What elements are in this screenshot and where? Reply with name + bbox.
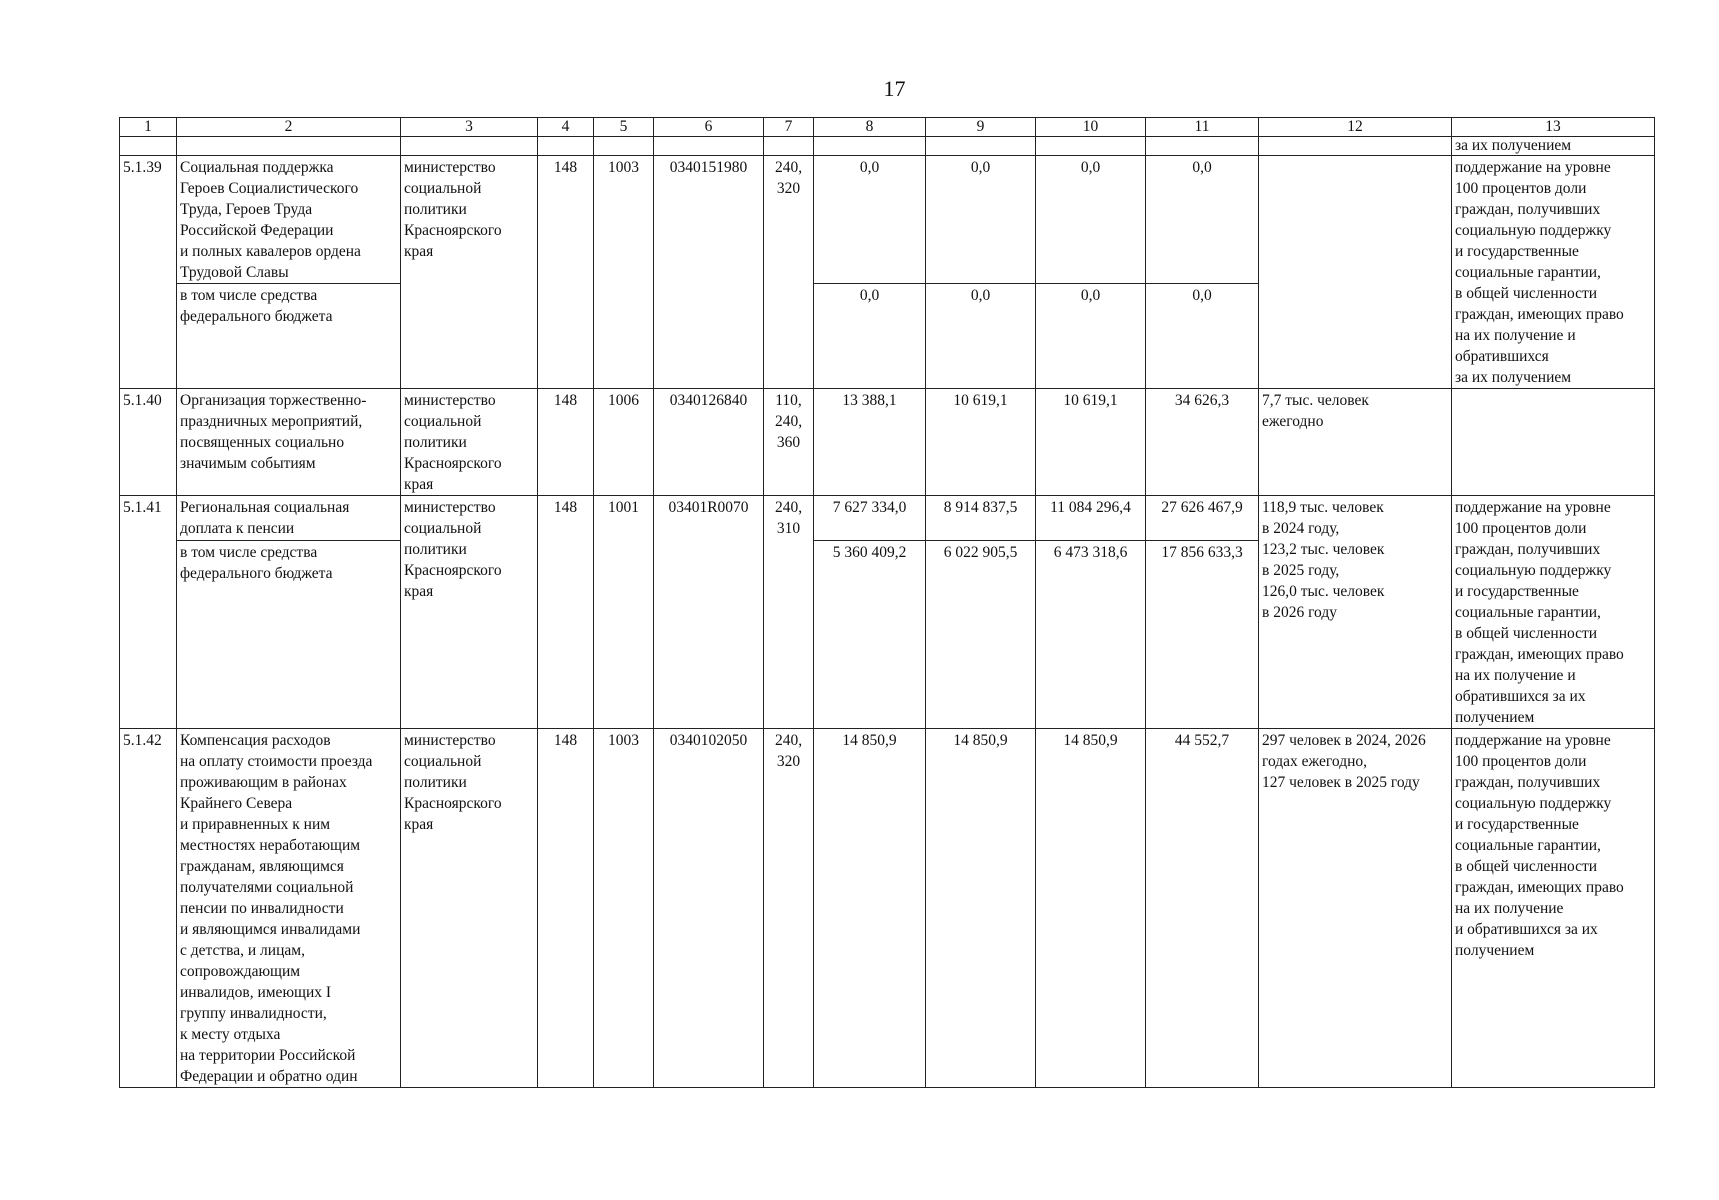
federal-2025: 6 022 905,5 bbox=[926, 540, 1036, 728]
header-cell: 5 bbox=[594, 118, 654, 137]
code-grbs: 148 bbox=[538, 729, 594, 1088]
amount-2024: 14 850,9 bbox=[814, 729, 926, 1088]
header-cell: 8 bbox=[814, 118, 926, 137]
measure-name: Компенсация расходов на оплату стоимости проезда проживающим в районах Крайнего Севера и приравненных к ним местностях неработающим гражданам, являющимся получателями социальной пенсии по инвалидности и являющимся инвалидами с детства, и лицам, сопровождающим инвалидов, имеющих I группу инвалидности, к месту отдыха на территории Российской Федерации и обратно один bbox=[177, 729, 401, 1088]
expected-result: 297 человек в 2024, 2026 годах ежегодно, 127 человек в 2025 году bbox=[1259, 729, 1452, 1088]
amount-2024: 13 388,1 bbox=[814, 389, 926, 496]
target-indicator: поддержание на уровне 100 процентов доли граждан, получивших социальную поддержку и государственные социальные гарантии, в общей численности граждан, имеющих право на их получение и обратившихся за их получением bbox=[1452, 729, 1655, 1088]
amount-2026: 10 619,1 bbox=[1036, 389, 1146, 496]
header-cell: 9 bbox=[926, 118, 1036, 137]
header-cell: 3 bbox=[401, 118, 538, 137]
measure-name: Социальная поддержка Героев Социалистического Труда, Героев Труда Российской Федерации и полных кавалеров ордена Трудовой Славы bbox=[177, 156, 401, 284]
table-row bbox=[120, 156, 1655, 284]
code-vr: 110, 240, 360 bbox=[764, 389, 814, 496]
continuation-text: за их получением bbox=[1452, 137, 1655, 156]
table-row bbox=[120, 496, 1655, 541]
header-cell: 4 bbox=[538, 118, 594, 137]
target-indicator: поддержание на уровне 100 процентов доли граждан, получивших социальную поддержку и государственные социальные гарантии, в общей численности граждан, имеющих право на их получение и обратившихся за их получением bbox=[1452, 156, 1655, 389]
expected-result: 118,9 тыс. человек в 2024 году, 123,2 тыс. человек в 2025 году, 126,0 тыс. человек в 2026 году bbox=[1259, 496, 1452, 729]
expected-result bbox=[1259, 156, 1452, 389]
code-vr: 240, 310 bbox=[764, 496, 814, 729]
row-number: 5.1.40 bbox=[120, 389, 177, 496]
expected-result: 7,7 тыс. человек ежегодно bbox=[1259, 389, 1452, 496]
amount-2024: 0,0 bbox=[814, 156, 926, 284]
code-csr: 0340126840 bbox=[654, 389, 764, 496]
target-indicator bbox=[1452, 389, 1655, 496]
row-number: 5.1.42 bbox=[120, 729, 177, 1088]
header-cell: 2 bbox=[177, 118, 401, 137]
header-cell: 1 bbox=[120, 118, 177, 137]
code-csr: 03401R0070 bbox=[654, 496, 764, 729]
executor: министерство социальной политики Красноярского края bbox=[401, 156, 538, 389]
amount-2025: 0,0 bbox=[926, 156, 1036, 284]
code-grbs: 148 bbox=[538, 156, 594, 389]
federal-2024: 5 360 409,2 bbox=[814, 540, 926, 728]
measure-subname: в том числе средства федерального бюджета bbox=[177, 540, 401, 728]
executor: министерство социальной политики Красноярского края bbox=[401, 729, 538, 1088]
table-row bbox=[120, 389, 1655, 496]
code-rzpr: 1006 bbox=[594, 389, 654, 496]
federal-2026: 0,0 bbox=[1036, 284, 1146, 389]
code-vr: 240, 320 bbox=[764, 729, 814, 1088]
amount-2025: 8 914 837,5 bbox=[926, 496, 1036, 541]
code-rzpr: 1003 bbox=[594, 156, 654, 389]
federal-total: 17 856 633,3 bbox=[1146, 540, 1259, 728]
executor: министерство социальной политики Красноярского края bbox=[401, 389, 538, 496]
header-cell: 11 bbox=[1146, 118, 1259, 137]
code-grbs: 148 bbox=[538, 496, 594, 729]
amount-total: 0,0 bbox=[1146, 156, 1259, 284]
continuation-row bbox=[120, 137, 1655, 156]
amount-total: 34 626,3 bbox=[1146, 389, 1259, 496]
code-rzpr: 1001 bbox=[594, 496, 654, 729]
code-rzpr: 1003 bbox=[594, 729, 654, 1088]
table-row bbox=[120, 729, 1655, 1088]
federal-2024: 0,0 bbox=[814, 284, 926, 389]
row-number: 5.1.41 bbox=[120, 496, 177, 729]
measure-subname: в том числе средства федерального бюджета bbox=[177, 284, 401, 389]
amount-total: 27 626 467,9 bbox=[1146, 496, 1259, 541]
header-cell: 13 bbox=[1452, 118, 1655, 137]
amount-2026: 14 850,9 bbox=[1036, 729, 1146, 1088]
measure-name: Региональная социальная доплата к пенсии bbox=[177, 496, 401, 541]
executor: министерство социальной политики Красноярского края bbox=[401, 496, 538, 729]
federal-total: 0,0 bbox=[1146, 284, 1259, 389]
amount-2025: 14 850,9 bbox=[926, 729, 1036, 1088]
header-cell: 6 bbox=[654, 118, 764, 137]
measure-name: Организация торжественно- праздничных мероприятий, посвященных социально значимым событиям bbox=[177, 389, 401, 496]
amount-2026: 11 084 296,4 bbox=[1036, 496, 1146, 541]
program-table bbox=[119, 117, 1655, 1088]
page-number: 17 bbox=[883, 76, 906, 101]
header-cell: 12 bbox=[1259, 118, 1452, 137]
amount-2026: 0,0 bbox=[1036, 156, 1146, 284]
row-number: 5.1.39 bbox=[120, 156, 177, 389]
amount-total: 44 552,7 bbox=[1146, 729, 1259, 1088]
code-grbs: 148 bbox=[538, 389, 594, 496]
code-csr: 0340102050 bbox=[654, 729, 764, 1088]
header-cell: 10 bbox=[1036, 118, 1146, 137]
federal-2025: 0,0 bbox=[926, 284, 1036, 389]
federal-2026: 6 473 318,6 bbox=[1036, 540, 1146, 728]
amount-2025: 10 619,1 bbox=[926, 389, 1036, 496]
target-indicator: поддержание на уровне 100 процентов доли граждан, получивших социальную поддержку и государственные социальные гарантии, в общей численности граждан, имеющих право на их получение и обратившихся за их получением bbox=[1452, 496, 1655, 729]
code-vr: 240, 320 bbox=[764, 156, 814, 389]
header-cell: 7 bbox=[764, 118, 814, 137]
header-row bbox=[120, 118, 1655, 137]
amount-2024: 7 627 334,0 bbox=[814, 496, 926, 541]
code-csr: 0340151980 bbox=[654, 156, 764, 389]
